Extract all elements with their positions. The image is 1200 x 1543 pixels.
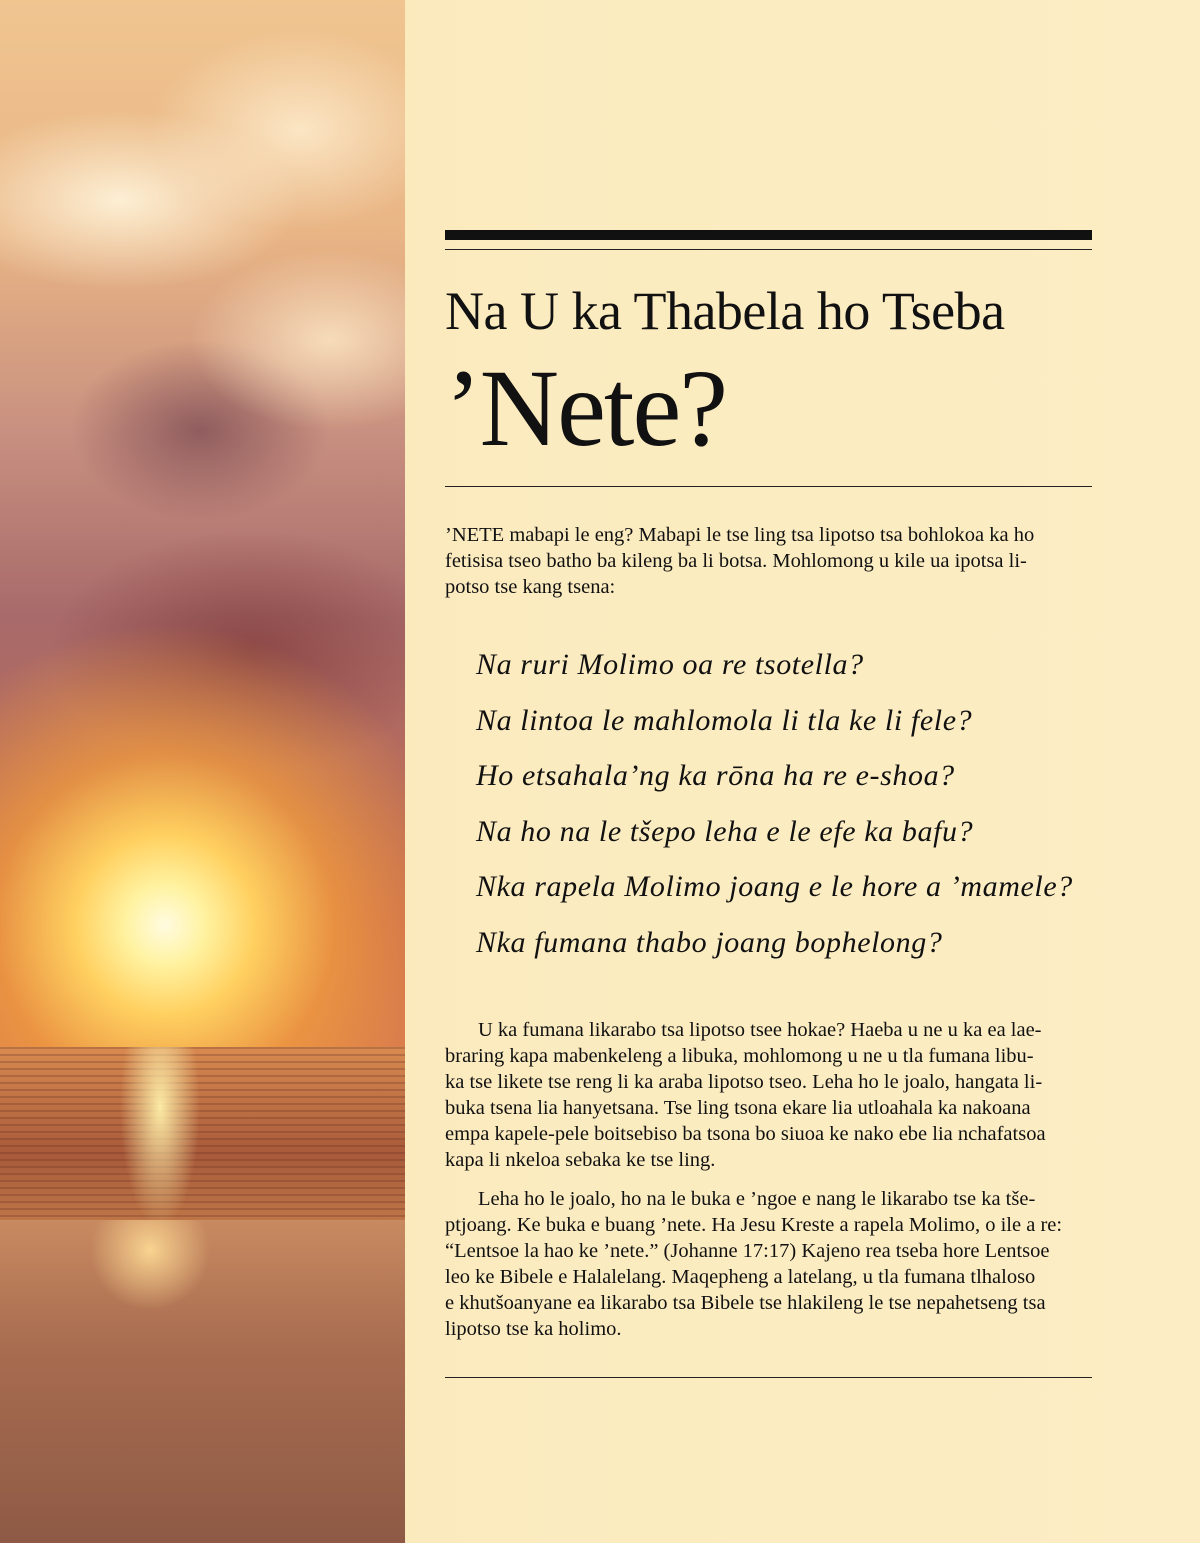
title-rule	[445, 486, 1092, 487]
line: lipotso tse ka holimo.	[445, 1318, 622, 1340]
line: “Lentsoe la hao ke ’nete.” (Johanne 17:17) Kajeno rea tseba hore Lentsoe	[445, 1240, 1050, 1262]
line: e khutšoanyane ea likarabo tsa Bibele tse hlakileng le tse nepahetseng tsa	[445, 1292, 1046, 1314]
title-line-2: ’Nete?	[445, 347, 727, 469]
line: braring kapa mabenkeleng a libuka, mohlomong u ne u tla fumana libu-	[445, 1045, 1034, 1067]
line: kapa li nkeloa sebaka ke tse ling.	[445, 1149, 716, 1171]
line: Leha ho le joalo, ho na le buka e ’ngoe e nang le likarabo tse ka tše-	[478, 1188, 1036, 1210]
sea	[0, 1047, 405, 1227]
top-thin-rule	[445, 249, 1092, 250]
beach	[0, 1220, 405, 1543]
question: Nka fumana thabo joang bophelong?	[476, 925, 943, 959]
intro-paragraph	[445, 522, 1095, 600]
title-line-1: Na U ka Thabela ho Tseba	[445, 281, 1005, 341]
line: ptjoang. Ke buka e buang ’nete. Ha Jesu Kreste a rapela Molimo, o ile a re:	[445, 1214, 1063, 1236]
question: Na ho na le tšepo leha e le efe ka bafu?	[476, 814, 974, 848]
question: Nka rapela Molimo joang e le hore a ’mamele?	[476, 870, 1073, 903]
top-thick-rule	[445, 230, 1092, 240]
question: Na ruri Molimo oa re tsotella?	[476, 648, 864, 681]
line: potso tse kang tsena:	[445, 576, 616, 598]
body-paragraph-1	[445, 1017, 1095, 1173]
line: fetisisa tseo batho ba kileng ba li botsa. Mohlomong u kile ua ipotsa li-	[445, 550, 1027, 572]
body-paragraph-2	[445, 1186, 1095, 1342]
line: ka tse likete tse reng li ka araba lipotso tseo. Leha ho le joalo, hangata li-	[445, 1071, 1043, 1093]
bottom-rule	[445, 1377, 1092, 1378]
line: empa kapele-pele boitsebiso ba tsona bo siuoa ke nako ebe lia nchafatsoa	[445, 1123, 1046, 1145]
question-list	[476, 648, 1073, 981]
line: U ka fumana likarabo tsa lipotso tsee hokae? Haeba u ne u ka ea lae-	[478, 1019, 1042, 1041]
question: Ho etsahala’ng ka rōna ha re e-shoa?	[476, 759, 955, 792]
line: leo ke Bibele e Halalelang. Maqepheng a latelang, u tla fumana tlhaloso	[445, 1266, 1036, 1288]
line: buka tsena lia hanyetsana. Tse ling tsona ekare lia utloahala ka nakoana	[445, 1097, 1031, 1119]
question: Na lintoa le mahlomola li tla ke li fele?	[476, 703, 973, 737]
sunset-photo	[0, 0, 405, 1543]
line: ’NETE mabapi le eng? Mabapi le tse ling tsa lipotso tsa bohlokoa ka ho	[445, 524, 1035, 546]
